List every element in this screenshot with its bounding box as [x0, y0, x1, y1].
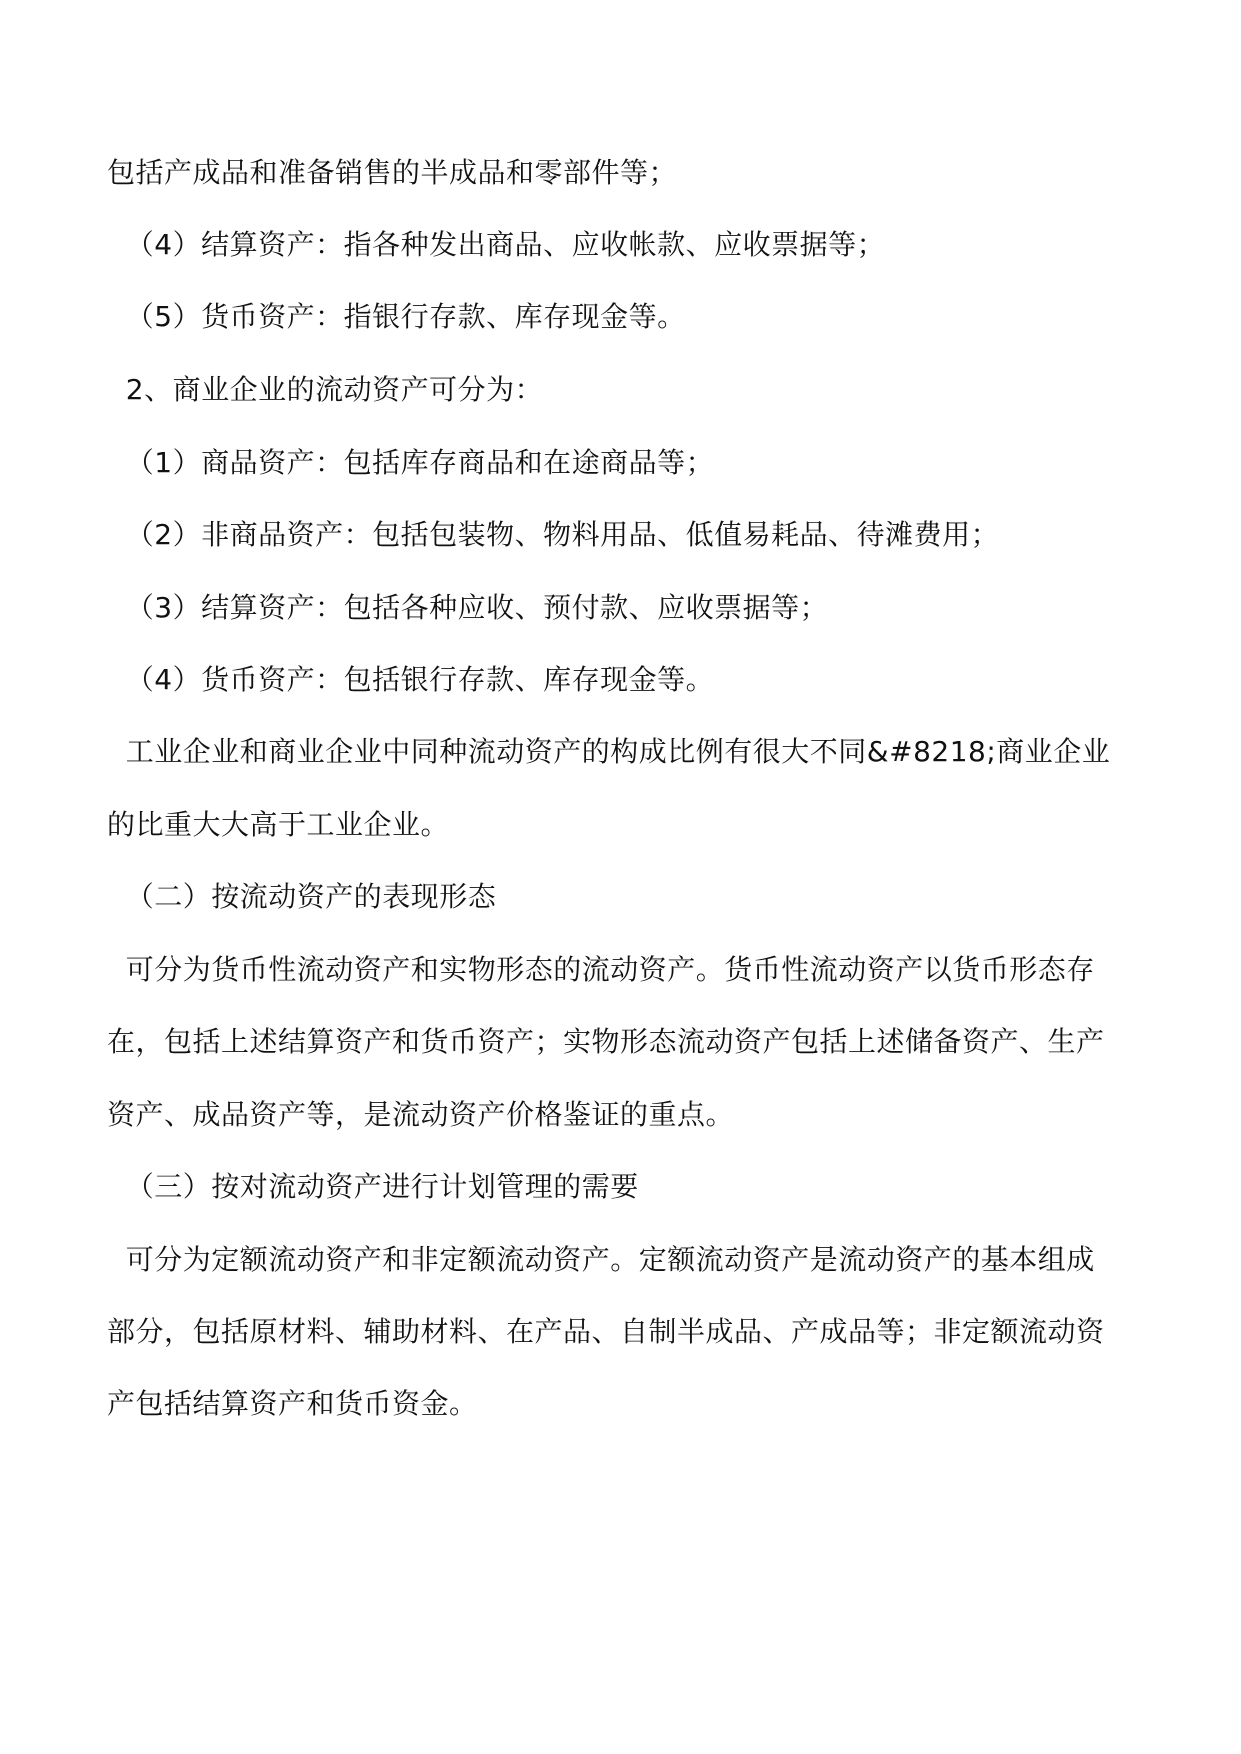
text-line: 在，包括上述结算资产和货币资产；实物形态流动资产包括上述储备资产、生产	[107, 1025, 1105, 1058]
text-line: 资产、成品资产等，是流动资产价格鉴证的重点。	[107, 1098, 735, 1131]
text-line: 的比重大大高于工业企业。	[107, 808, 450, 841]
text-line: 可分为货币性流动资产和实物形态的流动资产。货币性流动资产以货币形态存	[107, 953, 1095, 986]
text-line: （3）结算资产：包括各种应收、预付款、应收票据等；	[107, 591, 829, 624]
text-line: 部分，包括原材料、辅助材料、在产品、自制半成品、产成品等；非定额流动资	[107, 1315, 1105, 1348]
text-line: （5）货币资产：指银行存款、库存现金等。	[107, 300, 686, 333]
text-line: （4）结算资产：指各种发出商品、应收帐款、应收票据等；	[107, 228, 886, 261]
text-line: 可分为定额流动资产和非定额流动资产。定额流动资产是流动资产的基本组成	[107, 1243, 1095, 1276]
text-line: （三）按对流动资产进行计划管理的需要	[107, 1170, 639, 1203]
text-line: （1）商品资产：包括库存商品和在途商品等；	[107, 446, 715, 479]
text-line: 工业企业和商业企业中同种流动资产的构成比例有很大不同&#8218;商业企业	[107, 735, 1111, 768]
text-line: （2）非商品资产：包括包装物、物料用品、低值易耗品、待滩费用；	[107, 518, 1000, 551]
text-line: （4）货币资产：包括银行存款、库存现金等。	[107, 663, 715, 696]
text-line: 产包括结算资产和货币资金。	[107, 1387, 478, 1420]
text-line: 2、商业企业的流动资产可分为：	[107, 373, 544, 406]
text-line: （二）按流动资产的表现形态	[107, 880, 497, 913]
text-line: 包括产成品和准备销售的半成品和零部件等；	[107, 156, 678, 189]
